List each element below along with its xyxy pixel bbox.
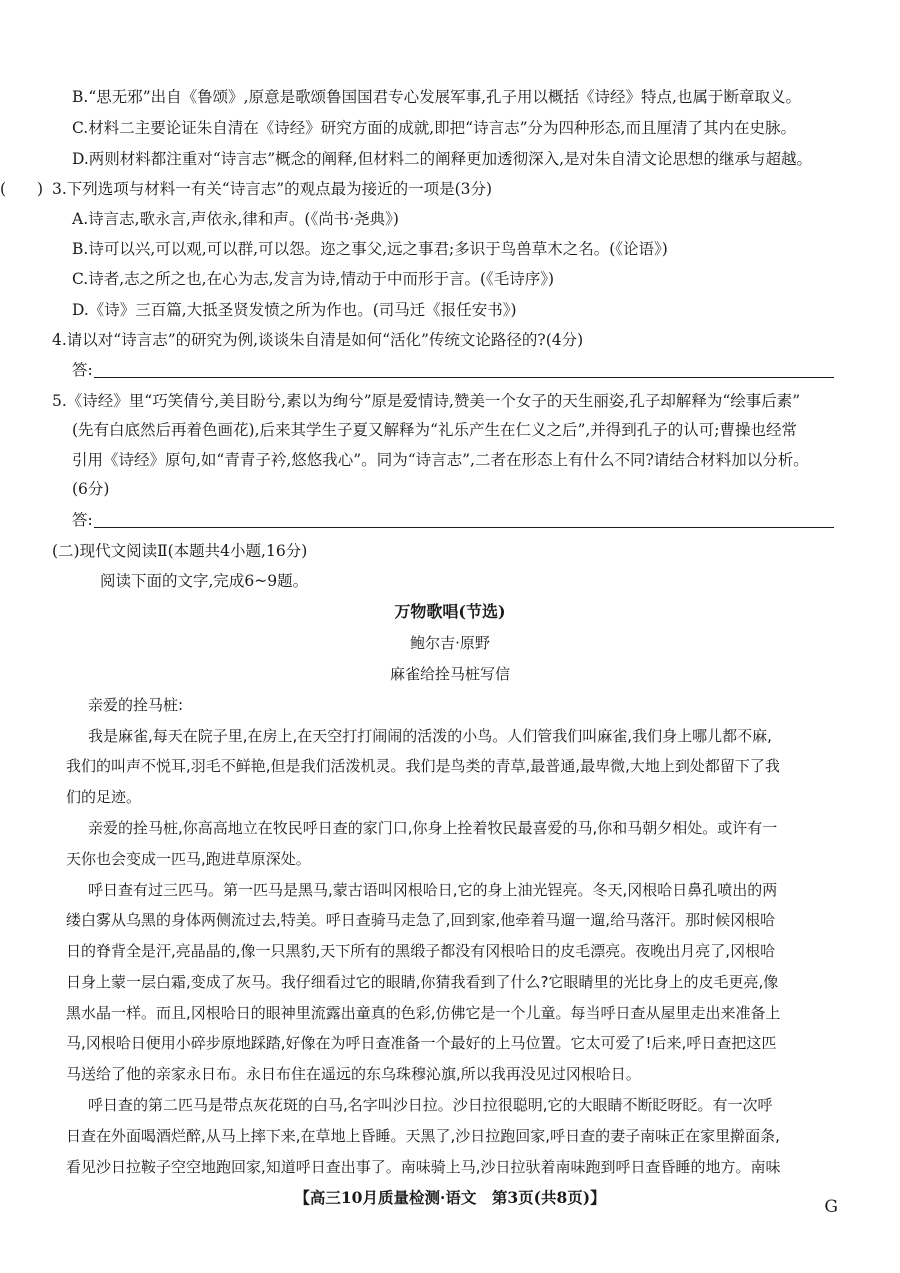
paragraph-line: 马送给了他的亲家永日布。永日布住在遥远的东乌珠穆沁旗,所以我再没见过冈根哈日。 — [66, 1065, 641, 1083]
paragraph-line: 我们的叫声不悦耳,羽毛不鲜艳,但是我们活泼机灵。我们是鸟类的青草,最普通,最卑微,大地上到处都留下了我 — [66, 757, 780, 775]
answer-line-q5[interactable] — [94, 527, 834, 528]
paragraph-line: 们的足迹。 — [66, 788, 142, 806]
option-b: B.“思无邪”出自《鲁颂》,原意是歌颂鲁国国君专心发展军事,孔子用以概括《诗经》特点,也属于断章取义。 — [72, 88, 801, 106]
q3-option-d: D.《诗》三百篇,大抵圣贤发愤之所为作也。(司马迁《报任安书》) — [72, 301, 517, 319]
section-heading: (二)现代文阅读Ⅱ(本题共4小题,16分) — [52, 542, 308, 560]
question-4-stem: 4.请以对“诗言志”的研究为例,谈谈朱自清是如何“活化”传统文论路径的?(4分) — [52, 331, 584, 349]
paragraph-line: 亲爱的拴马桩,你高高地立在牧民呼日查的家门口,你身上拴着牧民最喜爱的马,你和马朝夕相处。或许有一 — [88, 819, 778, 837]
question-5-line3: 引用《诗经》原句,如“青青子衿,悠悠我心”。同为“诗言志”,二者在形态上有什么不同?请结合材料加以分析。 — [72, 451, 809, 469]
paragraph-line: 日的脊背全是汗,亮晶晶的,像一只黑豹,天下所有的黑缎子都没有冈根哈日的皮毛漂亮。夜晚出月亮了,冈根哈 — [66, 942, 776, 960]
q3-option-b: B.诗可以兴,可以观,可以群,可以怨。迩之事父,远之事君;多识于鸟兽草木之名。(《论语》) — [72, 240, 668, 258]
salutation: 亲爱的拴马桩: — [88, 696, 184, 714]
option-c: C.材料二主要论证朱自清在《诗经》研究方面的成就,即把“诗言志”分为四种形态,而且厘清了其内在史脉。 — [72, 119, 796, 137]
paragraph-line: 马,冈根哈日便用小碎步原地踩踏,好像在为呼日查准备一个最好的上马位置。它太可爱了!后来,呼日查把这匹 — [66, 1034, 777, 1052]
question-5-line4: (6分) — [72, 480, 110, 498]
paragraph-line: 日身上蒙一层白霜,变成了灰马。我仔细看过它的眼睛,你猜我看到了什么?它眼睛里的光比身上的皮毛更亮,像 — [66, 973, 779, 991]
paragraph-line: 日查在外面喝酒烂醉,从马上摔下来,在草地上昏睡。天黑了,沙日拉跑回家,呼日查的妻子南味正在家里擀面条, — [66, 1127, 780, 1145]
corner-mark: G — [824, 1197, 838, 1217]
answer-parentheses: ( ) — [0, 180, 44, 198]
paragraph-line: 天你也会变成一匹马,跑进草原深处。 — [66, 850, 311, 868]
answer-label-q4: 答: — [72, 361, 93, 379]
passage-title: 万物歌唱(节选) — [394, 602, 506, 621]
page-footer: 【高三10月质量检测·语文 第3页(共8页)】 — [294, 1188, 606, 1207]
option-d: D.两则材料都注重对“诗言志”概念的阐释,但材料二的阐释更加透彻深入,是对朱自清文论思想的继承与超越。 — [72, 150, 813, 168]
answer-label-q5: 答: — [72, 511, 93, 529]
paragraph-line: 我是麻雀,每天在院子里,在房上,在天空打打闹闹的活泼的小鸟。人们管我们叫麻雀,我们身上哪儿都不麻, — [88, 727, 772, 745]
q3-option-a: A.诗言志,歌永言,声依永,律和声。(《尚书·尧典》) — [72, 210, 399, 228]
passage-author: 鲍尔吉·原野 — [410, 634, 490, 652]
paragraph-line: 看见沙日拉鞍子空空地跑回家,知道呼日查出事了。南味骑上马,沙日拉驮着南味跑到呼日查昏睡的地方。南味 — [66, 1158, 781, 1176]
reading-instruction: 阅读下面的文字,完成6~9题。 — [100, 572, 309, 590]
answer-line-q4[interactable] — [94, 377, 834, 378]
question-5-line1: 5.《诗经》里“巧笑倩兮,美目盼兮,素以为绚兮”原是爱情诗,赞美一个女子的天生丽姿,孔子却解释为“绘事后素” — [52, 392, 801, 410]
question-3-stem: 3.下列选项与材料一有关“诗言志”的观点最为接近的一项是(3分) — [52, 180, 493, 198]
paragraph-line: 呼日查有过三匹马。第一匹马是黑马,蒙古语叫冈根哈日,它的身上油光锃亮。冬天,冈根哈日鼻孔喷出的两 — [88, 881, 778, 899]
paragraph-line: 缕白雾从乌黑的身体两侧流过去,特美。呼日查骑马走急了,回到家,他牵着马遛一遛,给马落汗。那时候冈根哈 — [66, 911, 776, 929]
q3-option-c: C.诗者,志之所之也,在心为志,发言为诗,情动于中而形于言。(《毛诗序》) — [72, 270, 555, 288]
question-5-line2: (先有白底然后再着色画花),后来其学生子夏又解释为“礼乐产生在仁义之后”,并得到孔子的认可;曹操也经常 — [72, 421, 798, 439]
paragraph-line: 黑水晶一样。而且,冈根哈日的眼神里流露出童真的色彩,仿佛它是一个儿童。每当呼日查从屋里走出来准备上 — [66, 1004, 781, 1022]
paragraph-line: 呼日查的第二匹马是带点灰花斑的白马,名字叫沙日拉。沙日拉很聪明,它的大眼睛不断眨呀眨。有一次呼 — [88, 1096, 773, 1114]
passage-subtitle: 麻雀给拴马桩写信 — [389, 665, 510, 683]
